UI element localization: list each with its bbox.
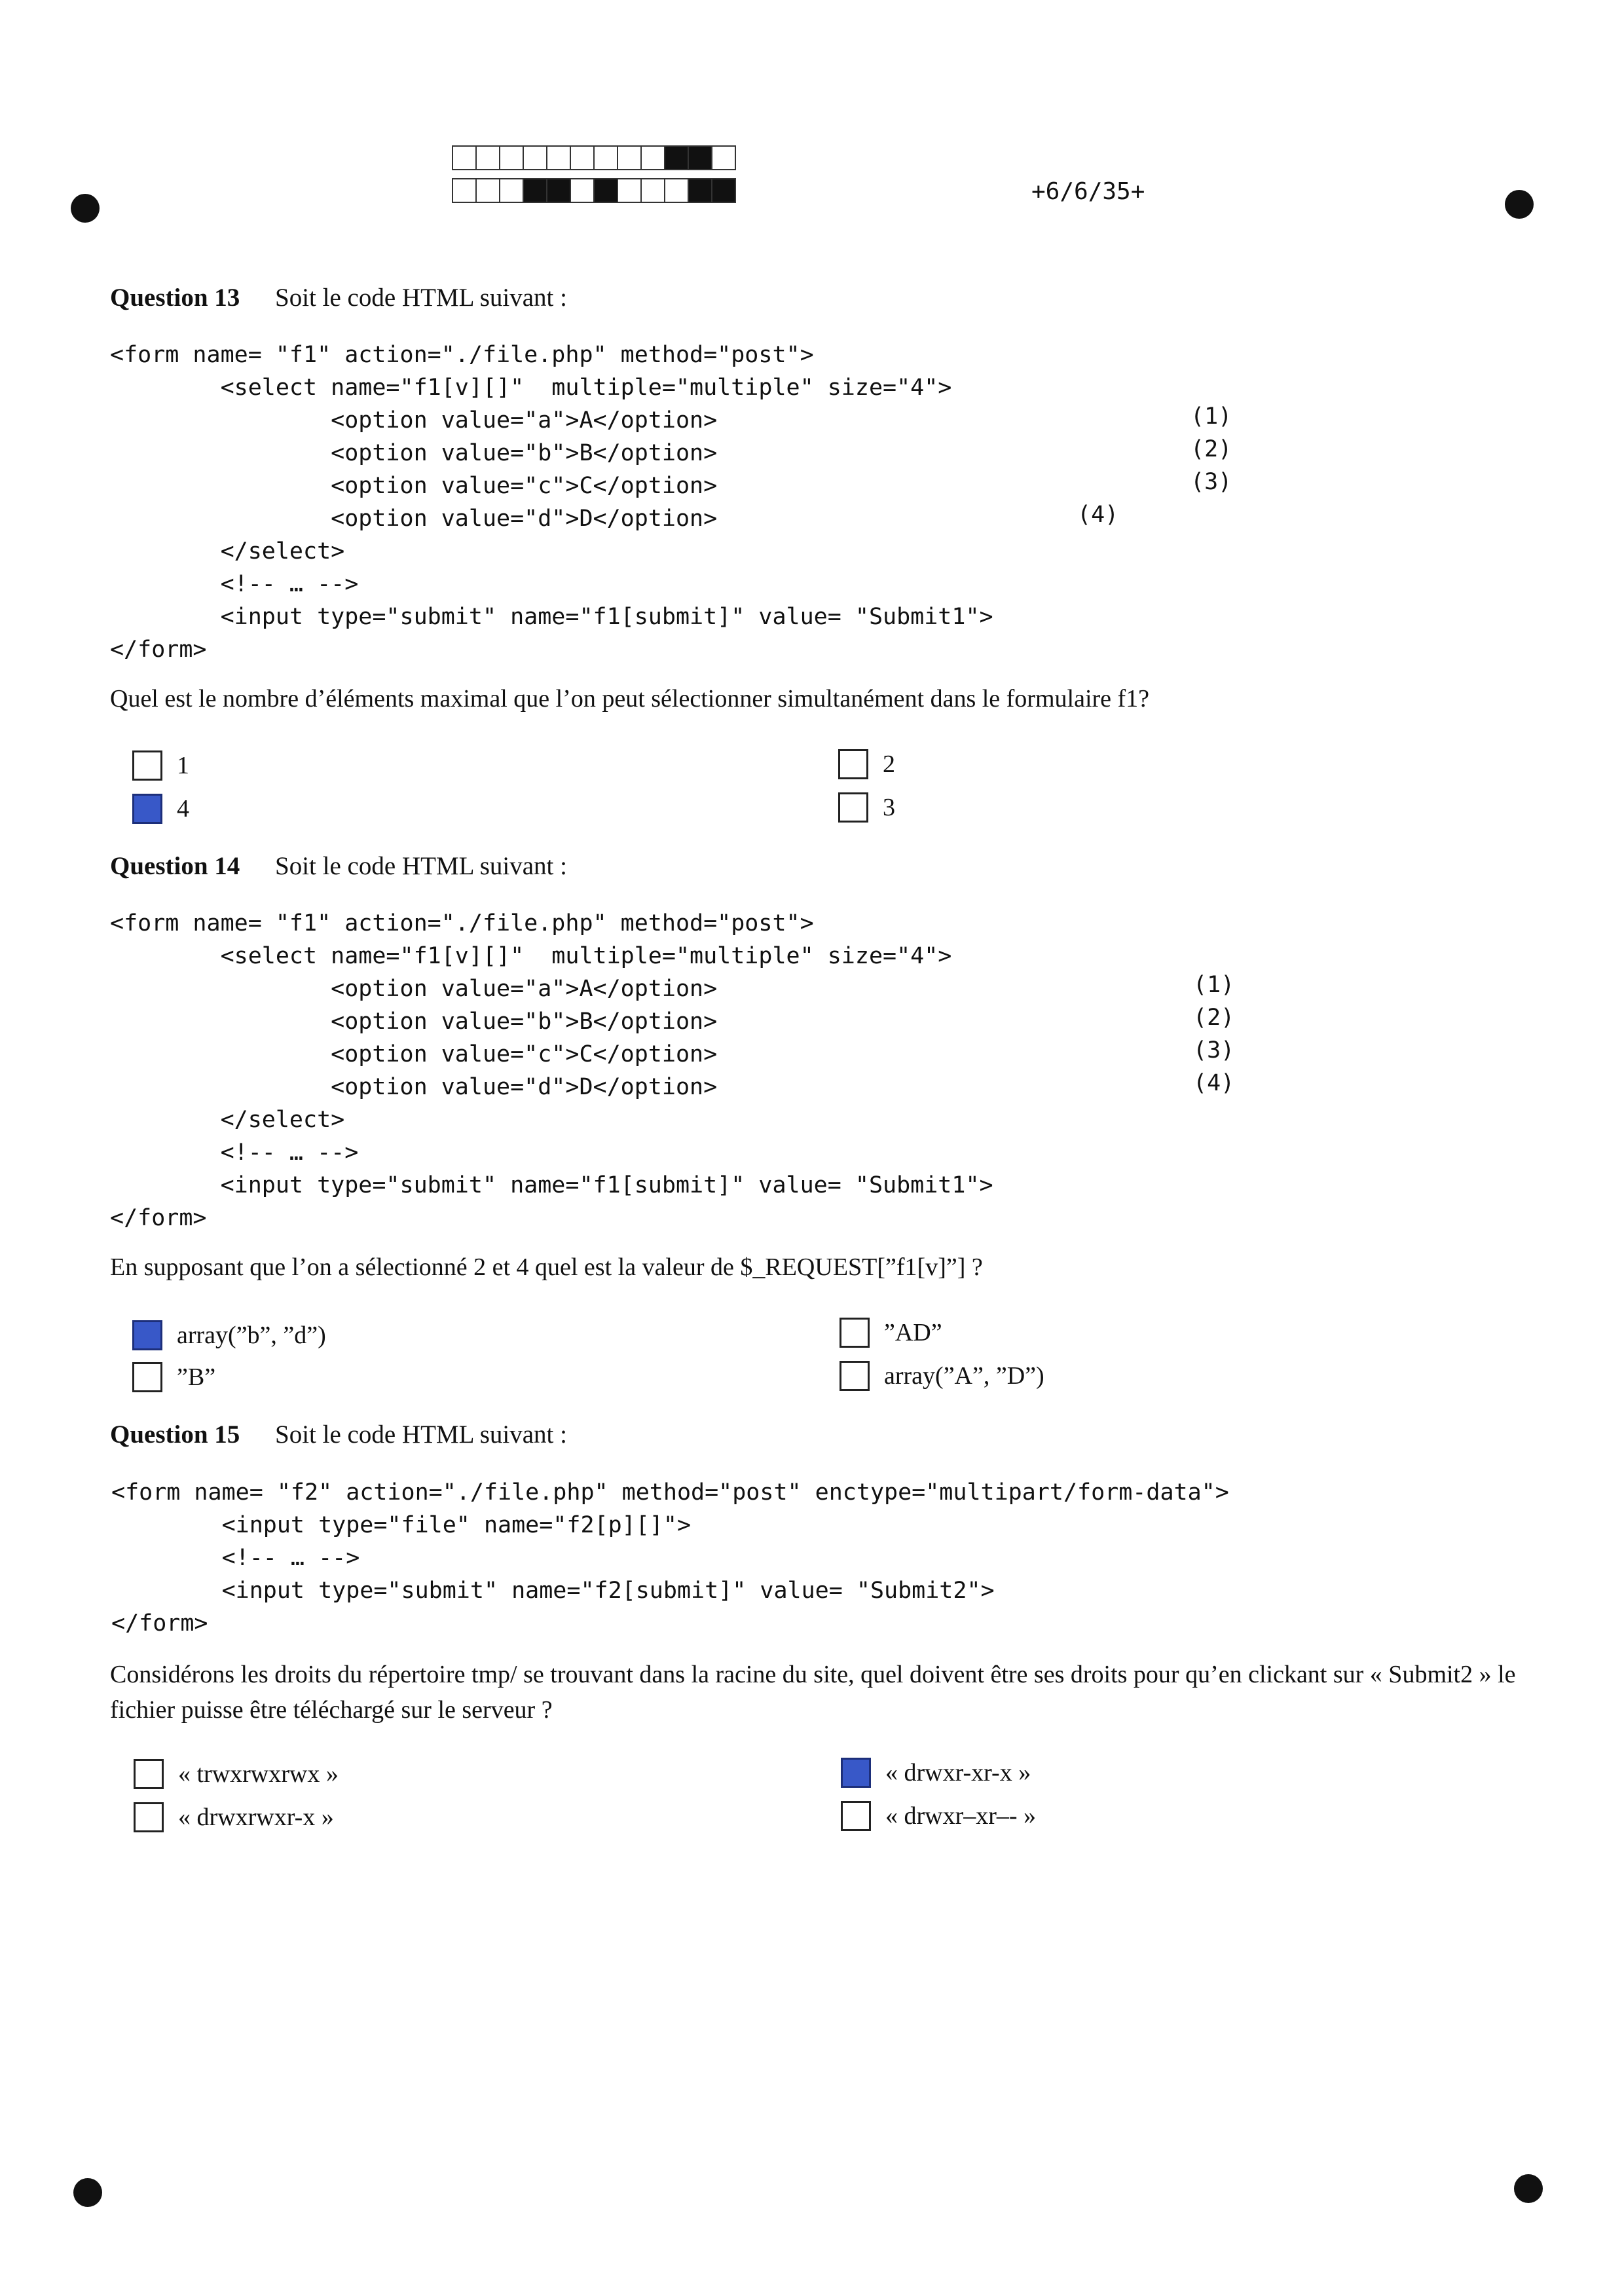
- id-grid-row-1: [453, 145, 736, 170]
- code-line: <!-- … -->: [110, 1139, 359, 1166]
- page-code: +6/6/35+: [1031, 178, 1145, 205]
- code-line: <form name= "f1" action="./file.php" method="post">: [110, 342, 814, 368]
- question-14-heading: [110, 851, 567, 881]
- code-line: </select>: [110, 538, 345, 565]
- choice-array-a-d[interactable]: [840, 1361, 1044, 1391]
- checkbox[interactable]: [134, 1802, 164, 1832]
- option-marker: (1): [1193, 972, 1235, 998]
- question-15-prompt: Considérons les droits du répertoire tmp/ se trouvant dans la racine du site, quel doivent être ses droits pour qu’en clickant sur « Submit2 » le fichier puisse être téléchargé sur le serveur ?: [110, 1661, 1516, 1724]
- code-line: <form name= "f1" action="./file.php" method="post">: [110, 910, 814, 936]
- choice-ad[interactable]: [840, 1318, 942, 1348]
- code-line: <form name= "f2" action="./file.php" method="post" enctype="multipart/form-data">: [111, 1479, 1229, 1506]
- question-title: Question 13: [110, 284, 240, 312]
- corner-mark-top-left: [71, 194, 100, 223]
- choice-label: ”AD”: [884, 1319, 942, 1346]
- choice-label: 1: [177, 752, 189, 779]
- code-line: <input type="submit" name="f1[submit]" value= "Submit1">: [110, 1172, 993, 1198]
- choice-array-b-d[interactable]: [132, 1320, 326, 1350]
- code-line: <option value="a">A</option>: [110, 976, 718, 1002]
- checkbox-checked[interactable]: [132, 1320, 162, 1350]
- checkbox[interactable]: [134, 1759, 164, 1789]
- choice-3[interactable]: [838, 792, 895, 823]
- choice-label: « drwxr-xr-x »: [885, 1759, 1031, 1787]
- choice-label: « drwxrwxr-x »: [178, 1804, 334, 1831]
- question-14-code: [110, 907, 993, 1234]
- corner-mark-bottom-left: [73, 2178, 102, 2207]
- code-line: <input type="submit" name="f1[submit]" value= "Submit1">: [110, 604, 993, 630]
- code-line: </form>: [110, 637, 207, 663]
- question-15-code: [111, 1476, 1229, 1640]
- choice-label: 3: [883, 794, 895, 821]
- choice-label: « drwxr–xr–- »: [885, 1802, 1037, 1830]
- option-marker: (3): [1190, 469, 1232, 495]
- option-marker: (2): [1193, 1005, 1235, 1031]
- question-13-code: [110, 339, 993, 666]
- question-title: Question 15: [110, 1420, 240, 1449]
- code-line: </select>: [110, 1107, 345, 1133]
- code-line: <option value="a">A</option>: [110, 407, 718, 434]
- question-13-heading: [110, 283, 567, 312]
- question-title: Question 14: [110, 852, 240, 880]
- code-line: <option value="d">D</option>: [110, 506, 718, 532]
- code-line: <option value="b">B</option>: [110, 1009, 718, 1035]
- question-15-heading: [110, 1420, 567, 1449]
- option-marker: (4): [1077, 502, 1119, 528]
- checkbox[interactable]: [838, 792, 868, 823]
- choice-4[interactable]: [132, 794, 189, 824]
- question-intro: Soit le code HTML suivant :: [275, 1420, 567, 1449]
- question-intro: Soit le code HTML suivant :: [275, 284, 567, 312]
- corner-mark-bottom-right: [1514, 2174, 1543, 2203]
- choice-label: array(”A”, ”D”): [884, 1362, 1044, 1390]
- option-marker: (2): [1190, 436, 1232, 462]
- option-marker: (1): [1190, 403, 1232, 430]
- code-line: <option value="b">B</option>: [110, 440, 718, 466]
- choice-label: 2: [883, 750, 895, 778]
- checkbox-checked[interactable]: [841, 1758, 871, 1788]
- code-line: <!-- … -->: [111, 1545, 360, 1571]
- choice-drwxr-xr--[interactable]: [841, 1801, 1036, 1831]
- checkbox-checked[interactable]: [132, 794, 162, 824]
- choice-label: 4: [177, 795, 189, 823]
- code-line: <select name="f1[v][]" multiple="multiple" size="4">: [110, 943, 952, 969]
- choice-2[interactable]: [838, 749, 895, 779]
- corner-mark-top-right: [1505, 190, 1534, 219]
- checkbox[interactable]: [840, 1318, 870, 1348]
- code-line: <input type="file" name="f2[p][]">: [111, 1512, 692, 1538]
- question-13-prompt: Quel est le nombre d’éléments maximal que l’on peut sélectionner simultanément dans le formulaire f1?: [110, 685, 1150, 713]
- checkbox[interactable]: [838, 749, 868, 779]
- code-line: <option value="c">C</option>: [110, 1041, 718, 1067]
- code-line: <option value="d">D</option>: [110, 1074, 718, 1100]
- choice-drwxrwxr-x[interactable]: [134, 1802, 334, 1832]
- id-grid-row-2: [453, 178, 736, 203]
- choice-1[interactable]: [132, 750, 189, 781]
- code-line: <!-- … -->: [110, 571, 359, 597]
- question-intro: Soit le code HTML suivant :: [275, 852, 567, 880]
- choice-label: array(”b”, ”d”): [177, 1322, 326, 1349]
- choice-label: ”B”: [177, 1363, 216, 1391]
- code-line: <select name="f1[v][]" multiple="multiple" size="4">: [110, 375, 952, 401]
- code-line: </form>: [111, 1610, 208, 1637]
- choice-b[interactable]: [132, 1362, 215, 1392]
- option-marker: (4): [1193, 1070, 1235, 1096]
- checkbox[interactable]: [841, 1801, 871, 1831]
- checkbox[interactable]: [840, 1361, 870, 1391]
- code-line: </form>: [110, 1205, 207, 1231]
- checkbox[interactable]: [132, 1362, 162, 1392]
- question-14-prompt: En supposant que l’on a sélectionné 2 et 4 quel est la valeur de $_REQUEST[”f1[v]”] ?: [110, 1253, 983, 1281]
- choice-drwxr-xr-x[interactable]: [841, 1758, 1031, 1788]
- choice-trwxrwxrwx[interactable]: [134, 1759, 339, 1789]
- option-marker: (3): [1193, 1037, 1235, 1064]
- code-line: <option value="c">C</option>: [110, 473, 718, 499]
- checkbox[interactable]: [132, 750, 162, 781]
- choice-label: « trwxrwxrwx »: [178, 1760, 339, 1788]
- code-line: <input type="submit" name="f2[submit]" value= "Submit2">: [111, 1578, 995, 1604]
